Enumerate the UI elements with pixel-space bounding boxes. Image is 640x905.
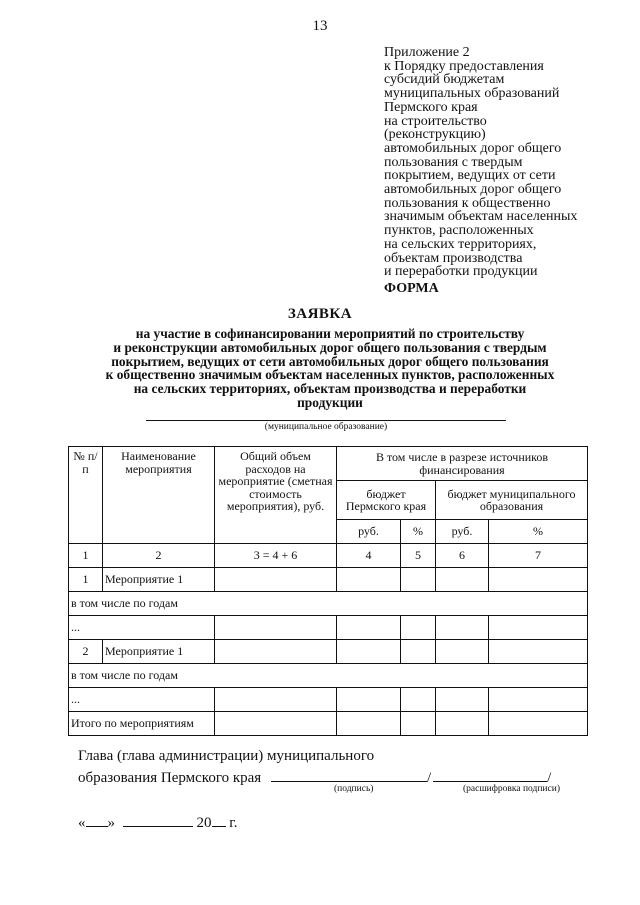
column-number: 1 bbox=[69, 544, 103, 568]
appendix-line: покрытием, ведущих от сети bbox=[384, 168, 556, 184]
document-title: ЗАЯВКА bbox=[287, 306, 353, 322]
application-table bbox=[68, 446, 588, 736]
ellipsis-cell: ... bbox=[69, 616, 215, 640]
empty-cell[interactable] bbox=[436, 640, 489, 664]
subtitle-line: к общественно значимым объектам населенных пунктов, расположенных bbox=[105, 367, 555, 383]
subtitle-line: на участие в софинансировании мероприятий по строительству bbox=[135, 326, 525, 341]
appendix-line: муниципальных образований bbox=[384, 86, 560, 102]
column-number: 3 = 4 + 6 bbox=[215, 544, 337, 568]
appendix-line: на строительство bbox=[384, 113, 487, 129]
signature-line2: образования Пермского края bbox=[78, 770, 262, 786]
signature-block bbox=[78, 745, 551, 789]
column-number: 5 bbox=[401, 544, 436, 568]
header-rub: руб. bbox=[436, 520, 489, 544]
date-close-quote: » bbox=[107, 815, 115, 831]
document-subtitle bbox=[60, 327, 600, 410]
municipality-caption: (муниципальное образование) bbox=[264, 422, 388, 432]
date-month-field[interactable] bbox=[123, 812, 193, 827]
column-number: 7 bbox=[489, 544, 588, 568]
empty-cell[interactable] bbox=[337, 688, 401, 712]
appendix-line: субсидий бюджетам bbox=[384, 72, 505, 88]
header-rub: руб. bbox=[337, 520, 401, 544]
empty-cell[interactable] bbox=[401, 568, 436, 592]
header-pct: % bbox=[489, 520, 588, 544]
empty-cell[interactable] bbox=[436, 616, 489, 640]
by-years-label: в том числе по годам bbox=[69, 592, 588, 616]
column-number: 4 bbox=[337, 544, 401, 568]
appendix-line: объектам производства bbox=[384, 250, 523, 266]
header-sources: В том числе в разрезе источников финансирования bbox=[337, 447, 588, 481]
empty-cell[interactable] bbox=[489, 640, 588, 664]
header-municipal-budget: бюджет муниципального образования bbox=[436, 481, 588, 520]
table-row bbox=[69, 688, 588, 712]
signature-slash: / bbox=[426, 770, 432, 786]
subtitle-line: покрытием, ведущих от сети автомобильных дорог общего пользования bbox=[111, 353, 549, 369]
row-number: 1 bbox=[69, 568, 103, 592]
empty-cell[interactable] bbox=[436, 688, 489, 712]
appendix-line: пользования к общественно bbox=[384, 195, 551, 211]
appendix-line: автомобильных дорог общего bbox=[384, 140, 562, 156]
header-regional-budget: бюджет Пермского края bbox=[337, 481, 436, 520]
signature-decoding-caption: (расшифровка подписи) bbox=[463, 784, 560, 794]
date-year-prefix: 20 bbox=[196, 815, 212, 831]
empty-cell[interactable] bbox=[215, 688, 337, 712]
table-row bbox=[69, 616, 588, 640]
signature-line1: Глава (глава администрации) муниципального bbox=[78, 748, 375, 764]
row-number: 2 bbox=[69, 640, 103, 664]
total-label: Итого по мероприятиям bbox=[69, 712, 215, 736]
appendix-line: значимым объектам населенных bbox=[384, 209, 578, 225]
ellipsis-cell: ... bbox=[69, 688, 215, 712]
empty-cell[interactable] bbox=[489, 688, 588, 712]
header-num: № п/п bbox=[69, 447, 103, 544]
column-number: 6 bbox=[436, 544, 489, 568]
empty-cell[interactable] bbox=[401, 688, 436, 712]
form-label: ФОРМА bbox=[384, 281, 439, 296]
empty-cell[interactable] bbox=[337, 616, 401, 640]
appendix-line: и переработки продукции bbox=[384, 264, 538, 280]
appendix-block bbox=[384, 46, 624, 279]
row-name: Мероприятие 1 bbox=[103, 568, 215, 592]
signature-caption: (подпись) bbox=[334, 784, 374, 794]
table-row bbox=[69, 568, 588, 592]
municipality-fill-line[interactable] bbox=[146, 420, 506, 421]
by-years-label: в том числе по годам bbox=[69, 664, 588, 688]
table-row bbox=[69, 592, 588, 616]
empty-cell[interactable] bbox=[337, 568, 401, 592]
appendix-line: Приложение 2 bbox=[384, 45, 470, 60]
empty-cell[interactable] bbox=[337, 640, 401, 664]
header-name: Наименование мероприятия bbox=[103, 447, 215, 544]
signature-field[interactable] bbox=[271, 767, 427, 782]
appendix-line: пользования с твердым bbox=[384, 154, 523, 170]
empty-cell[interactable] bbox=[215, 640, 337, 664]
appendix-line: (реконструкцию) bbox=[384, 127, 486, 143]
date-day-field[interactable] bbox=[86, 812, 108, 827]
header-total: Общий объем расходов на мероприятие (сметная стоимость мероприятия), руб. bbox=[215, 447, 337, 544]
empty-cell[interactable] bbox=[337, 712, 401, 736]
subtitle-line: и реконструкции автомобильных дорог общего пользования с твердым bbox=[113, 339, 547, 355]
column-number: 2 bbox=[103, 544, 215, 568]
subtitle-line: на сельских территориях, объектам производства и переработки bbox=[133, 381, 527, 397]
header-pct: % bbox=[401, 520, 436, 544]
empty-cell[interactable] bbox=[436, 568, 489, 592]
appendix-line: автомобильных дорог общего bbox=[384, 182, 562, 198]
table-row bbox=[69, 664, 588, 688]
signature-slash: / bbox=[547, 770, 552, 786]
page-number: 13 bbox=[312, 18, 328, 34]
date-block bbox=[78, 812, 237, 832]
empty-cell[interactable] bbox=[489, 568, 588, 592]
appendix-line: к Порядку предоставления bbox=[384, 58, 544, 74]
empty-cell[interactable] bbox=[401, 712, 436, 736]
table-row bbox=[69, 640, 588, 664]
subtitle-line: продукции bbox=[297, 394, 363, 410]
date-open-quote: « bbox=[78, 815, 86, 831]
date-year-field[interactable] bbox=[212, 812, 226, 827]
table-row bbox=[69, 712, 588, 736]
signature-decoding-field[interactable] bbox=[433, 767, 547, 782]
empty-cell[interactable] bbox=[489, 712, 588, 736]
empty-cell[interactable] bbox=[489, 616, 588, 640]
date-suffix: г. bbox=[229, 815, 238, 831]
appendix-line: Пермского края bbox=[384, 99, 478, 115]
empty-cell[interactable] bbox=[215, 712, 337, 736]
appendix-line: пунктов, расположенных bbox=[384, 223, 534, 239]
empty-cell[interactable] bbox=[401, 640, 436, 664]
appendix-line: на сельских территориях, bbox=[384, 236, 537, 252]
empty-cell[interactable] bbox=[436, 712, 489, 736]
empty-cell[interactable] bbox=[215, 568, 337, 592]
row-name: Мероприятие 1 bbox=[103, 640, 215, 664]
empty-cell[interactable] bbox=[215, 616, 337, 640]
empty-cell[interactable] bbox=[401, 616, 436, 640]
